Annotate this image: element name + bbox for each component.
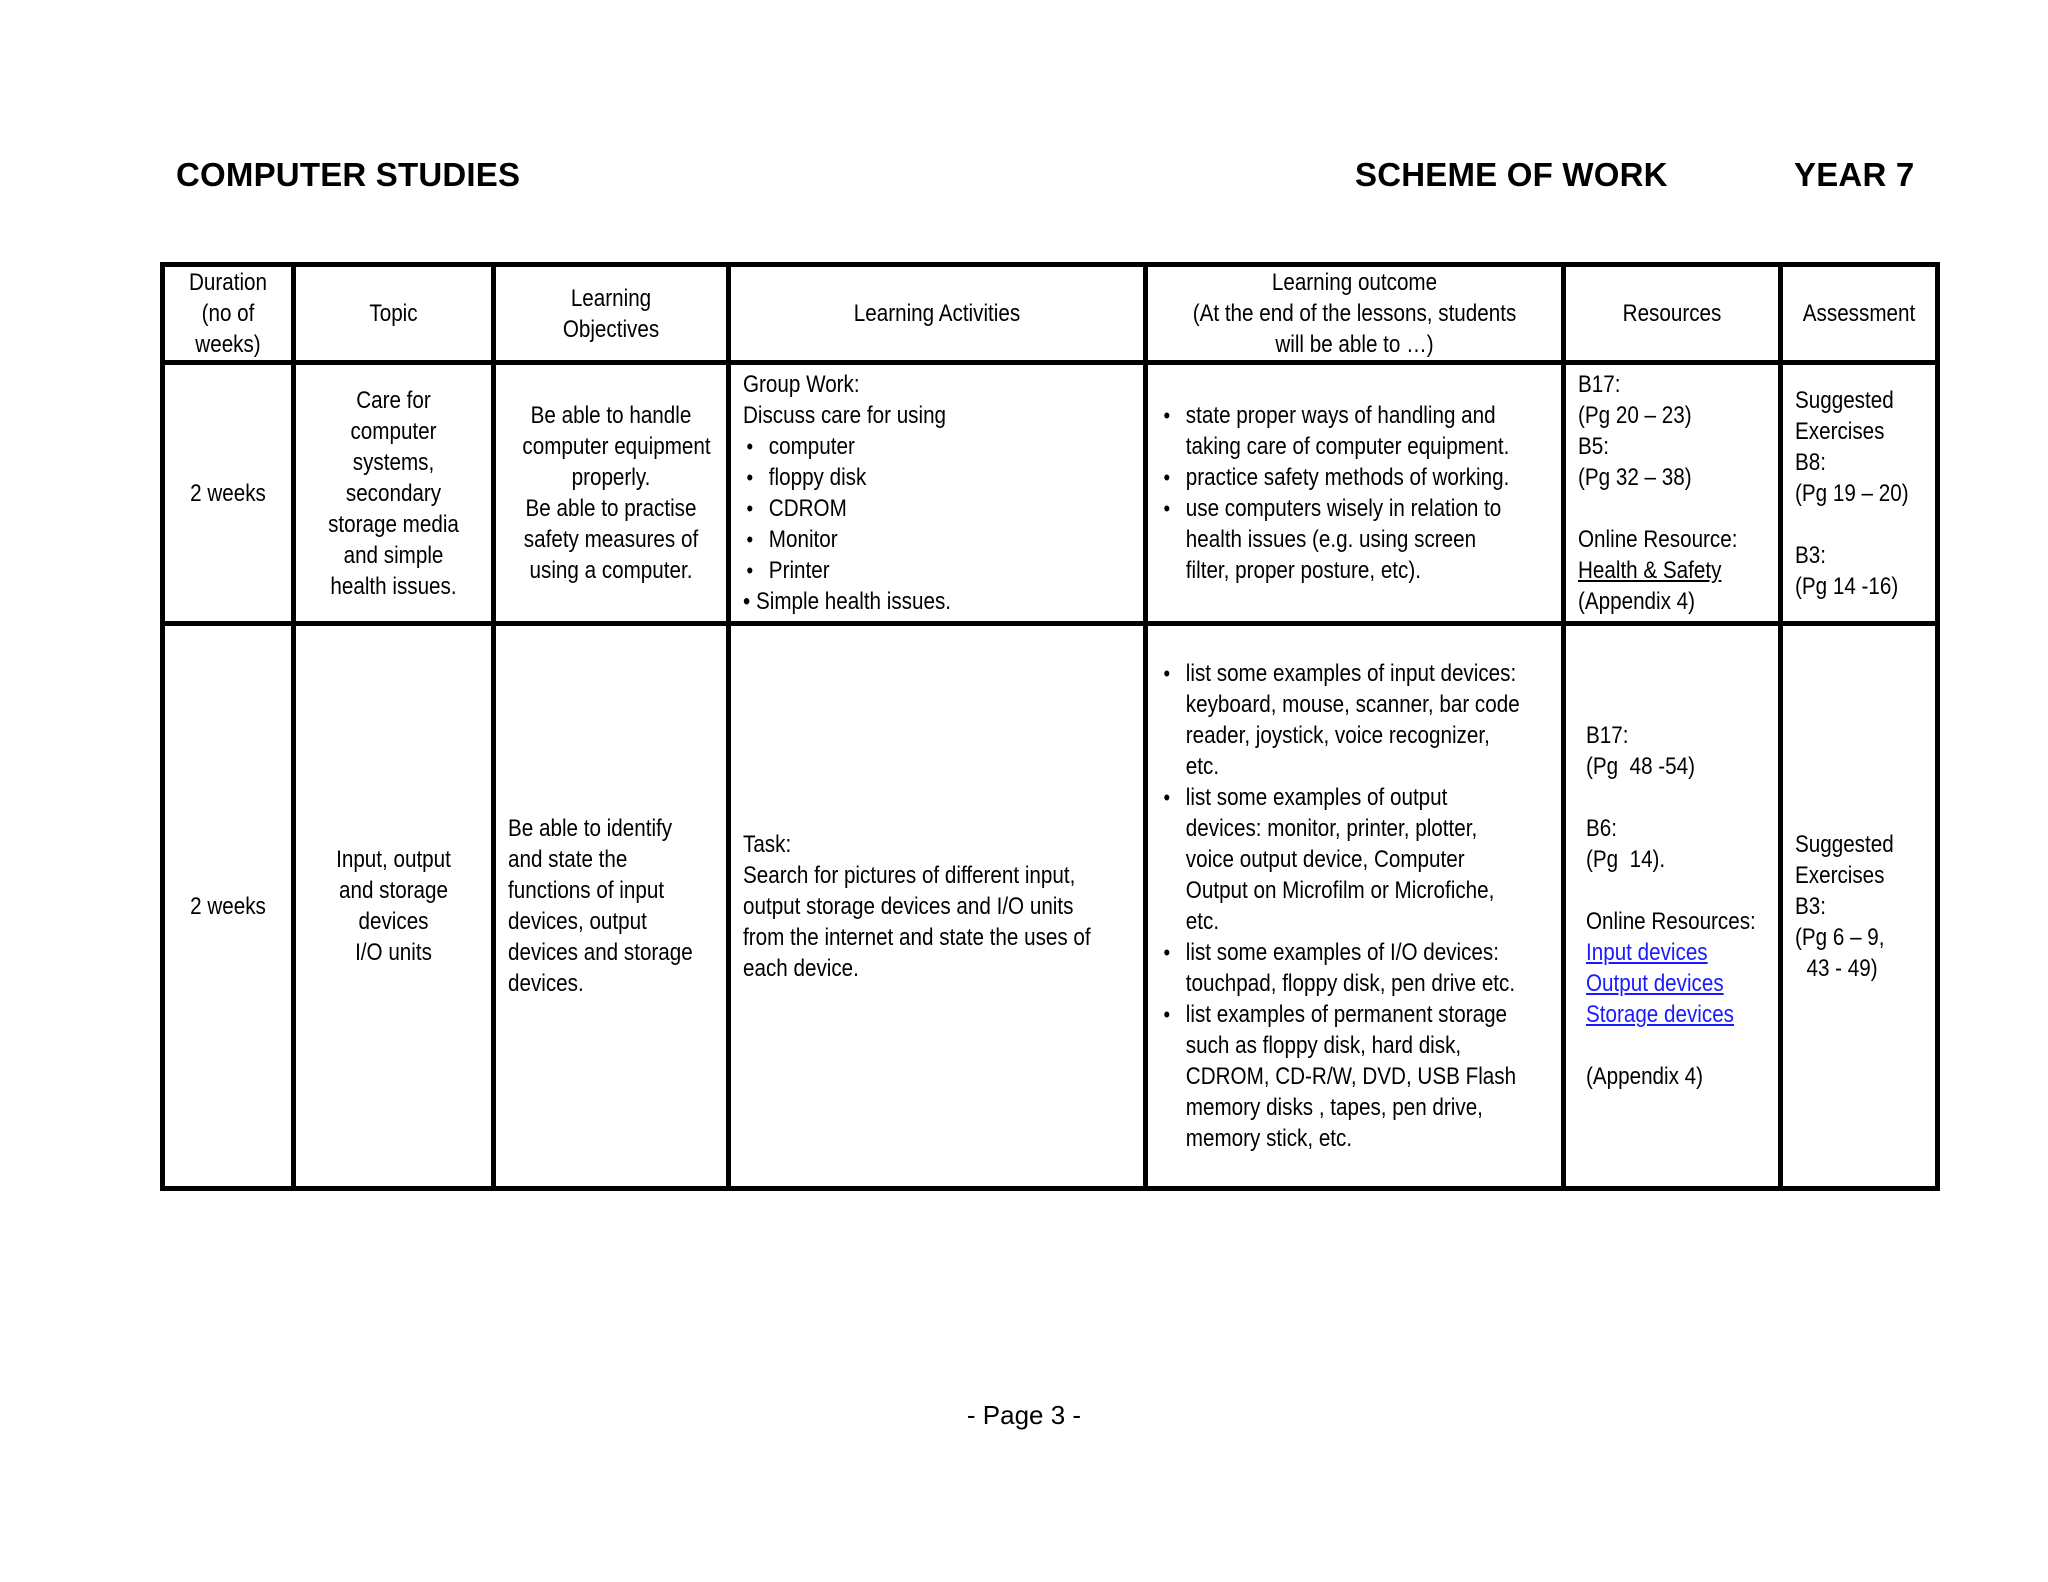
col-header-objectives: Learning Objectives — [494, 265, 729, 363]
list-item: • list some examples of I/O devices: touchpad, floppy disk, pen drive etc. — [1160, 937, 1495, 999]
assessment-cell: Suggested Exercises B8: (Pg 19 – 20) B3: (Pg 14 -16) — [1781, 363, 1938, 624]
header-row — [163, 265, 1938, 363]
list-item: • Printer — [743, 555, 1077, 586]
list-item: • CDROM — [743, 493, 1077, 524]
resources-cell: B17: (Pg 48 -54) B6: (Pg 14). Online Resources: Input devices Output devices Storage devices (Appendix 4) — [1564, 624, 1781, 1189]
assessment-cell: Suggested Exercises B3: (Pg 6 – 9, 43 - 49) — [1781, 624, 1938, 1189]
health-safety-link[interactable]: Health & Safety — [1578, 557, 1722, 584]
scheme-title: SCHEME OF WORK — [1355, 156, 1668, 193]
output-devices-link[interactable]: Output devices — [1586, 970, 1724, 997]
task-heading: Task — [743, 830, 786, 858]
topic-cell: Care for computer systems, secondary storage media and simple health issues. — [294, 363, 494, 624]
resources-cell: B17: (Pg 20 – 23) B5: (Pg 32 – 38) Online Resource: Health & Safety (Appendix 4) — [1564, 363, 1781, 624]
list-item: • list some examples of output devices: monitor, printer, plotter, voice output device, Computer Output on Microfilm or Microfiche, etc. — [1160, 782, 1495, 937]
list-item: • use computers wisely in relation to health issues (e.g. using screen filter, proper posture, etc). — [1160, 493, 1495, 586]
list-item: • list some examples of input devices: keyboard, mouse, scanner, bar code reader, joystick, voice recognizer, etc. — [1160, 658, 1495, 782]
col-header-resources: Resources — [1564, 265, 1781, 363]
group-work-heading: Group Work — [743, 371, 854, 398]
outcome-list — [1160, 400, 1549, 586]
col-header-outcome: Learning outcome (At the end of the lessons, students will be able to …) — [1146, 265, 1564, 363]
col-header-duration: Duration (no of weeks) — [163, 265, 294, 363]
list-item: • computer — [743, 431, 1077, 462]
duration-cell: 2 weeks — [163, 624, 294, 1189]
list-item: • floppy disk — [743, 462, 1077, 493]
list-item: • list examples of permanent storage such as floppy disk, hard disk, CDROM, CD-R/W, DVD, USB Flash memory disks , tapes, pen drive, memory stick, etc. — [1160, 999, 1495, 1154]
objectives-cell: Be able to identify and state the functions of input devices, output devices and storage devices. — [494, 624, 729, 1189]
scheme-table — [160, 262, 1940, 1191]
topic-cell: Input, output and storage devices I/O units — [294, 624, 494, 1189]
list-item: • Monitor — [743, 524, 1077, 555]
col-header-topic: Topic — [294, 265, 494, 363]
storage-devices-link[interactable]: Storage devices — [1586, 1001, 1735, 1028]
list-item: • practice safety methods of working. — [1160, 462, 1495, 493]
outcome-list — [1160, 658, 1549, 1154]
page-number: - Page 3 - — [966, 1400, 1082, 1430]
activity-list — [743, 431, 1131, 586]
col-header-activities: Learning Activities — [729, 265, 1146, 363]
subject-title: COMPUTER STUDIES — [176, 156, 521, 193]
duration-cell: 2 weeks — [163, 363, 294, 624]
table-row — [163, 624, 1938, 1189]
table-row — [163, 363, 1938, 624]
activities-cell: Group Work: Discuss care for using • computer • floppy disk • CDROM • Monitor • Printer • Simple health issues. — [729, 363, 1146, 624]
outcome-cell — [1146, 363, 1564, 624]
list-item: • state proper ways of handling and taking care of computer equipment. — [1160, 400, 1495, 462]
year-title: YEAR 7 — [1794, 156, 1915, 193]
outcome-cell — [1146, 624, 1564, 1189]
list-item: • Simple health issues. — [743, 588, 951, 615]
activities-cell: Task: Search for pictures of different input, output storage devices and I/O units from the internet and state the uses of each device. — [729, 624, 1146, 1189]
col-header-assessment: Assessment — [1781, 265, 1938, 363]
objectives-cell: Be able to handle computer equipment properly. Be able to practise safety measures of using a computer. — [494, 363, 729, 624]
input-devices-link[interactable]: Input devices — [1586, 939, 1708, 966]
